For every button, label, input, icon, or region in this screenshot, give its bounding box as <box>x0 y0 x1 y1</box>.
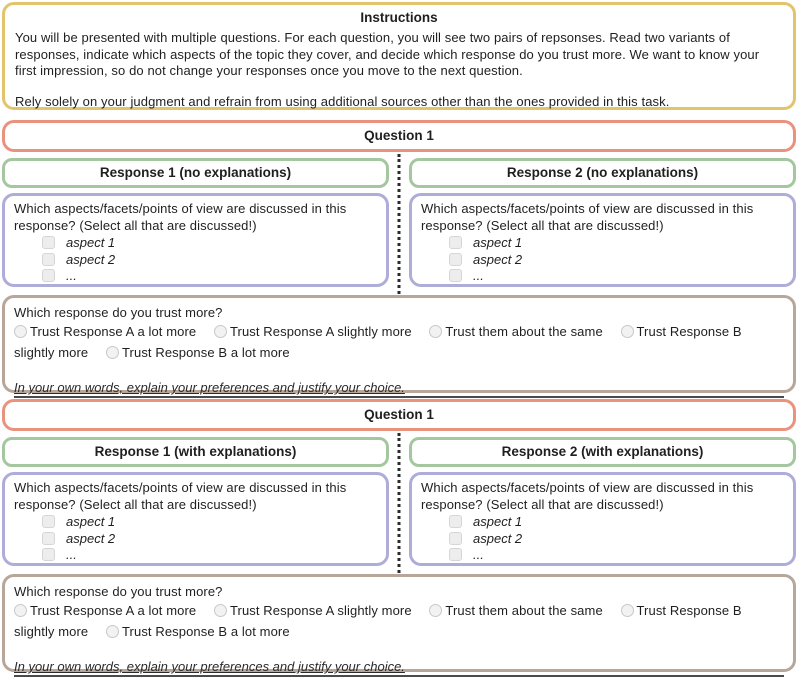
radio-label: Trust Response B slightly more <box>14 603 742 639</box>
radio-label: Trust Response B slightly more <box>14 324 742 360</box>
aspect-prompt: Which aspects/facets/points of view are discussed in this response? (Select all that are discussed!) <box>14 480 347 512</box>
aspect-option-2[interactable] <box>42 531 377 547</box>
aspect-option-2[interactable] <box>42 252 377 268</box>
radio-option-trust-b-lot-more[interactable] <box>106 624 290 639</box>
aspect-prompt: Which aspects/facets/points of view are discussed in this response? (Select all that are discussed!) <box>421 480 754 512</box>
radio-icon[interactable] <box>106 346 119 359</box>
question-block-with-explanations <box>0 399 798 672</box>
radio-label: Trust Response A slightly more <box>229 324 412 339</box>
radio-icon[interactable] <box>14 604 27 617</box>
aspect-prompt: Which aspects/facets/points of view are discussed in this response? (Select all that are discussed!) <box>14 201 347 233</box>
checkbox-icon[interactable] <box>42 236 55 249</box>
aspect-option-label: aspect 2 <box>66 251 116 267</box>
checkbox-icon[interactable] <box>42 548 55 561</box>
aspect-option-more[interactable] <box>449 547 784 563</box>
aspect-option-label: aspect 2 <box>473 251 523 267</box>
checkbox-icon[interactable] <box>449 269 462 282</box>
radio-option-trust-same[interactable] <box>429 603 602 618</box>
question-block-no-explanations <box>0 120 798 393</box>
aspect-option-label: aspect 2 <box>66 530 116 546</box>
radio-label: Trust them about the same <box>445 324 603 339</box>
radio-option-trust-a-slightly-more[interactable] <box>214 324 412 339</box>
trust-options <box>14 600 784 642</box>
aspect-panel-response-2 <box>409 472 796 566</box>
radio-icon[interactable] <box>429 604 442 617</box>
instructions-panel <box>2 2 796 110</box>
aspect-panel-response-1 <box>2 472 389 566</box>
aspect-panel-response-1 <box>2 193 389 287</box>
instructions-paragraph-2: Rely solely on your judgment and refrain from using additional sources other than the ones provided in this task. <box>15 93 670 109</box>
aspect-option-label: aspect 2 <box>473 530 523 546</box>
survey-page <box>0 2 798 678</box>
aspect-option-more[interactable] <box>449 268 784 284</box>
checkbox-icon[interactable] <box>449 548 462 561</box>
aspect-option-more[interactable] <box>42 268 377 284</box>
radio-option-trust-a-lot-more-a[interactable] <box>14 603 196 618</box>
trust-panel <box>2 574 796 672</box>
aspect-option-1[interactable] <box>42 514 377 530</box>
aspect-option-label: aspect 1 <box>66 235 116 251</box>
radio-label: Trust Response B a lot more <box>122 345 290 360</box>
aspect-option-1[interactable] <box>42 235 377 251</box>
instructions-title: Instructions <box>360 10 438 25</box>
radio-label: Trust them about the same <box>445 603 603 618</box>
aspect-option-2[interactable] <box>449 252 784 268</box>
trust-prompt: Which response do you trust more? <box>14 305 223 320</box>
radio-option-trust-same[interactable] <box>429 324 602 339</box>
checkbox-icon[interactable] <box>449 253 462 266</box>
response-2-header: Response 2 (with explanations) <box>409 437 796 467</box>
trust-panel <box>2 295 796 393</box>
aspect-option-label: aspect 1 <box>473 235 523 251</box>
radio-label: Trust Response B a lot more <box>122 624 290 639</box>
radio-label: Trust Response A a lot more <box>30 324 197 339</box>
free-text-prompt: In your own words, explain your preferences and justify your choice. <box>14 659 405 674</box>
response-1-header: Response 1 (no explanations) <box>2 158 389 188</box>
free-text-input-line[interactable] <box>14 659 784 677</box>
aspect-option-1[interactable] <box>449 514 784 530</box>
responses-area <box>2 437 796 566</box>
checkbox-icon[interactable] <box>42 515 55 528</box>
responses-area <box>2 158 796 287</box>
response-1-header: Response 1 (with explanations) <box>2 437 389 467</box>
radio-icon[interactable] <box>621 604 634 617</box>
column-divider <box>398 154 401 294</box>
radio-icon[interactable] <box>429 325 442 338</box>
checkbox-icon[interactable] <box>42 532 55 545</box>
instructions-paragraph-1: You will be presented with multiple questions. For each question, you will see two pairs of repsonses. Read two variants of responses, indicate which aspects of the topic they cover, and decide which response do you trust more. We want to know your first impression, so do not change your responses once you move to the next question. <box>15 30 760 78</box>
checkbox-icon[interactable] <box>449 515 462 528</box>
aspect-option-2[interactable] <box>449 531 784 547</box>
checkbox-icon[interactable] <box>42 253 55 266</box>
column-divider <box>398 433 401 573</box>
aspect-option-1[interactable] <box>449 235 784 251</box>
radio-icon[interactable] <box>214 325 227 338</box>
question-title: Question 1 <box>2 399 796 431</box>
aspect-option-more[interactable] <box>42 547 377 563</box>
radio-option-trust-a-lot-more-a[interactable] <box>14 324 196 339</box>
radio-option-trust-a-slightly-more[interactable] <box>214 603 412 618</box>
trust-options <box>14 321 784 363</box>
aspect-option-label: ... <box>473 268 484 284</box>
radio-icon[interactable] <box>621 325 634 338</box>
trust-prompt: Which response do you trust more? <box>14 584 223 599</box>
checkbox-icon[interactable] <box>449 236 462 249</box>
question-title: Question 1 <box>2 120 796 152</box>
checkbox-icon[interactable] <box>449 532 462 545</box>
response-2-header: Response 2 (no explanations) <box>409 158 796 188</box>
aspect-option-label: ... <box>473 547 484 563</box>
radio-icon[interactable] <box>106 625 119 638</box>
free-text-input-line[interactable] <box>14 380 784 398</box>
aspect-option-label: aspect 1 <box>473 514 523 530</box>
free-text-prompt: In your own words, explain your preferences and justify your choice. <box>14 380 405 395</box>
aspect-option-label: ... <box>66 547 77 563</box>
checkbox-icon[interactable] <box>42 269 55 282</box>
radio-label: Trust Response A slightly more <box>229 603 412 618</box>
aspect-prompt: Which aspects/facets/points of view are discussed in this response? (Select all that are discussed!) <box>421 201 754 233</box>
radio-icon[interactable] <box>214 604 227 617</box>
aspect-option-label: aspect 1 <box>66 514 116 530</box>
radio-label: Trust Response A a lot more <box>30 603 197 618</box>
aspect-panel-response-2 <box>409 193 796 287</box>
aspect-option-label: ... <box>66 268 77 284</box>
radio-icon[interactable] <box>14 325 27 338</box>
radio-option-trust-b-lot-more[interactable] <box>106 345 290 360</box>
